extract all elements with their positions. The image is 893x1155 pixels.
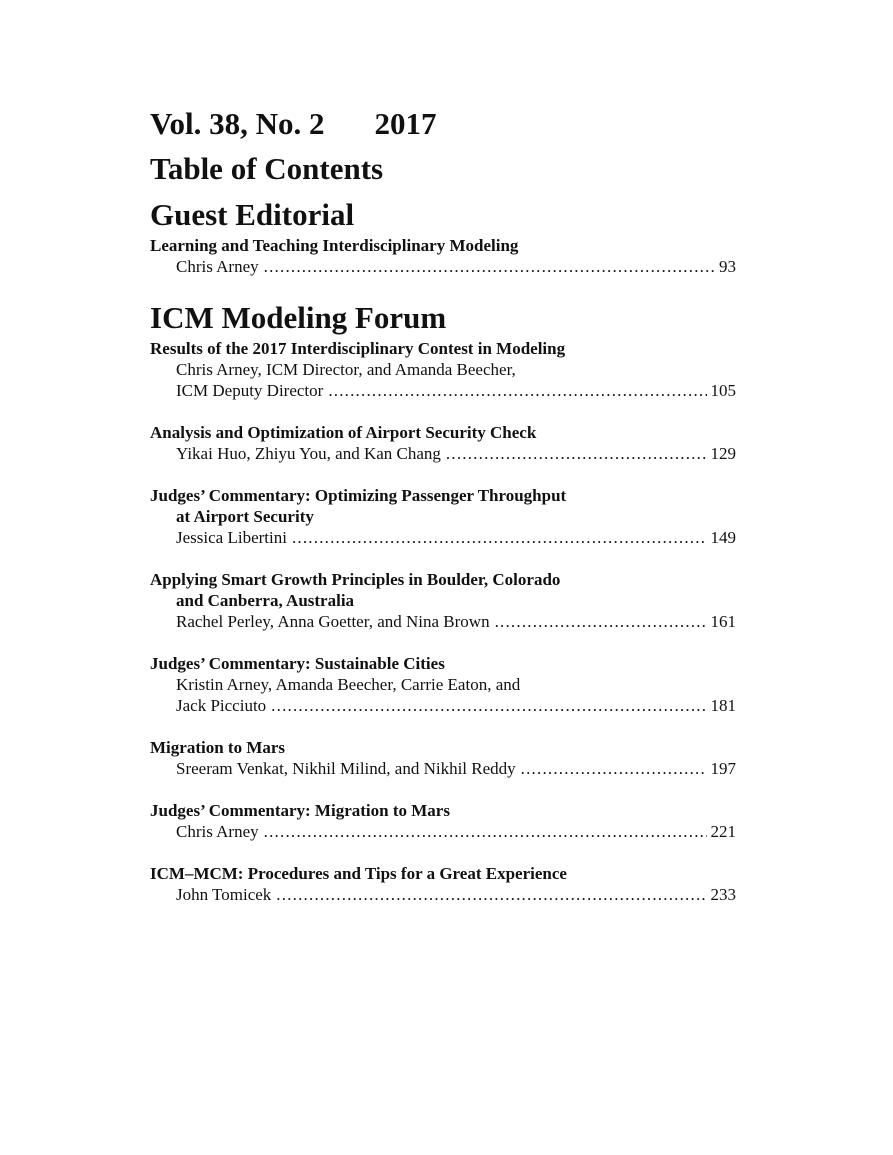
entry-page-number: 93	[719, 257, 736, 276]
entry-author-line	[150, 527, 736, 548]
entry-author-line	[150, 380, 736, 401]
entry-title-continuation: and Canberra, Australia	[176, 591, 355, 610]
toc-entry[interactable]	[150, 235, 736, 277]
entry-page-number: 149	[710, 528, 736, 547]
section-title-icm-modeling-forum: ICM Modeling Forum	[150, 300, 447, 335]
entry-title	[150, 485, 736, 527]
toc-entry[interactable]	[150, 800, 736, 842]
volume-year: 2017	[374, 106, 437, 141]
entry-author-line	[150, 758, 736, 779]
entry-title	[150, 569, 736, 611]
entry-author-line	[150, 884, 736, 905]
toc-entry[interactable]	[150, 863, 736, 905]
entry-authors: Rachel Perley, Anna Goetter, and Nina Brown	[176, 612, 490, 631]
toc-entry[interactable]	[150, 737, 736, 779]
entry-authors: Sreeram Venkat, Nikhil Milind, and Nikhil Reddy	[176, 759, 516, 778]
entry-authors: ICM Deputy Director	[176, 381, 324, 400]
entry-page-number: 233	[710, 885, 736, 904]
entry-page-number: 197	[710, 759, 736, 778]
entry-authors: Jessica Libertini	[176, 528, 287, 547]
dot-leader	[521, 758, 707, 779]
guest-editorial-entries	[150, 235, 736, 277]
entry-page-number: 161	[710, 612, 736, 631]
volume-number: Vol. 38, No. 2	[150, 106, 325, 141]
entry-author-line	[150, 611, 736, 632]
toc-title: Table of Contents	[150, 151, 384, 186]
entry-page-number: 221	[710, 822, 736, 841]
toc-entry[interactable]	[150, 569, 736, 632]
volume-heading	[150, 104, 736, 144]
toc-entry[interactable]	[150, 485, 736, 548]
dot-leader	[276, 884, 706, 905]
entry-authors: Yikai Huo, Zhiyu You, and Kan Chang	[176, 444, 441, 463]
dot-leader	[446, 443, 707, 464]
entry-title-main: Judges’ Commentary: Optimizing Passenger Throughput	[150, 486, 567, 505]
icm-modeling-forum-entries	[150, 338, 736, 905]
entry-authors-line: Kristin Arney, Amanda Beecher, Carrie Eaton, and	[176, 675, 521, 694]
entry-title: Results of the 2017 Interdisciplinary Contest in Modeling	[150, 339, 566, 358]
entry-title: Learning and Teaching Interdisciplinary Modeling	[150, 236, 519, 255]
entry-authors: Chris Arney	[176, 257, 259, 276]
entry-author-line	[150, 443, 736, 464]
entry-title: Analysis and Optimization of Airport Security Check	[150, 423, 537, 442]
entry-title: Migration to Mars	[150, 738, 286, 757]
entry-title: ICM–MCM: Procedures and Tips for a Great Experience	[150, 864, 567, 883]
toc-entry[interactable]	[150, 653, 736, 716]
entry-title: Judges’ Commentary: Sustainable Cities	[150, 654, 445, 673]
entry-authors-line: Chris Arney, ICM Director, and Amanda Beecher,	[176, 360, 516, 379]
entry-author-line	[150, 695, 736, 716]
entry-title: Judges’ Commentary: Migration to Mars	[150, 801, 450, 820]
table-of-contents-page	[150, 104, 736, 926]
entry-page-number: 129	[710, 444, 736, 463]
entry-page-number: 181	[710, 696, 736, 715]
entry-title-main: Applying Smart Growth Principles in Boulder, Colorado	[150, 570, 561, 589]
entry-authors: Jack Picciuto	[176, 696, 267, 715]
dot-leader	[264, 821, 707, 842]
dot-leader	[328, 380, 706, 401]
dot-leader	[271, 695, 706, 716]
entry-authors: John Tomicek	[176, 885, 272, 904]
toc-entry[interactable]	[150, 338, 736, 401]
dot-leader	[264, 256, 715, 277]
entry-page-number: 105	[710, 381, 736, 400]
entry-title-continuation: at Airport Security	[176, 507, 314, 526]
toc-entry[interactable]	[150, 422, 736, 464]
dot-leader	[495, 611, 707, 632]
entry-author-line	[150, 821, 736, 842]
section-title-guest-editorial: Guest Editorial	[150, 197, 355, 232]
dot-leader	[292, 527, 707, 548]
entry-authors: Chris Arney	[176, 822, 259, 841]
entry-author-line	[150, 256, 736, 277]
